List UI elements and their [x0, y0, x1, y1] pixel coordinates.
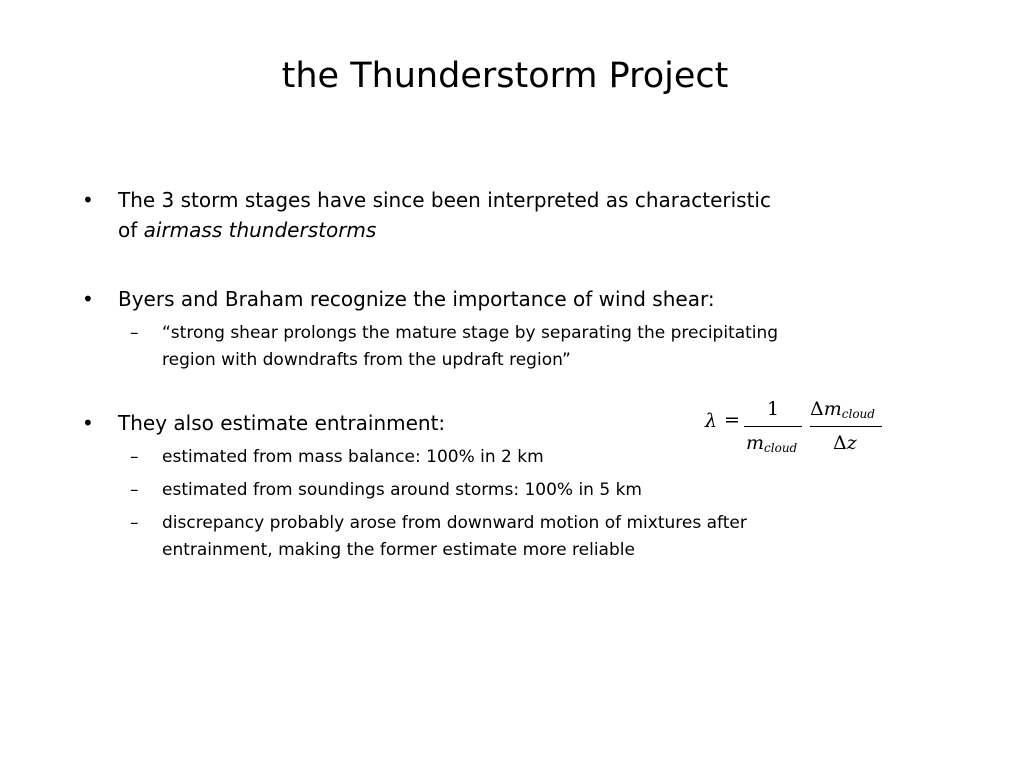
sub-marker: –: [130, 513, 139, 533]
bullet-text: [118, 185, 918, 245]
formula-var-m: m: [823, 398, 842, 420]
formula-delta: Δ: [810, 398, 824, 420]
bullet-line: The 3 storm stages have since been interpreted as characteristic: [118, 188, 771, 212]
bullet-marker: •: [82, 188, 94, 212]
sub-line: discrepancy probably arose from downward motion of mixtures after: [162, 513, 747, 533]
formula-subscript-cloud: cloud: [764, 441, 798, 455]
formula-denominator-mcloud: [746, 432, 797, 454]
bullet-line-emphasis: airmass thunderstorms: [143, 218, 377, 242]
sub-text: [162, 477, 962, 504]
bullet-line: [118, 215, 918, 245]
sub-text: [162, 320, 962, 374]
entrainment-formula: [700, 394, 900, 466]
formula-var-z: z: [846, 432, 857, 454]
sub-line: estimated from soundings around storms: 100% in 5 km: [162, 480, 642, 500]
bullet-marker: •: [82, 287, 94, 311]
slide-title: the Thunderstorm Project: [281, 56, 729, 96]
fraction-bar: [810, 426, 882, 427]
bullet-line-prefix: of: [118, 218, 144, 242]
formula-equals: =: [724, 409, 740, 431]
formula-denominator-delta-z: [833, 432, 857, 454]
formula-var-m: m: [746, 432, 765, 454]
sub-marker: –: [130, 323, 139, 343]
sub-line: “strong shear prolongs the mature stage by separating the precipitating: [162, 323, 779, 343]
sub-marker: –: [130, 447, 139, 467]
fraction-bar: [744, 426, 802, 427]
bullet-marker: •: [82, 411, 94, 435]
sub-line: region with downdrafts from the updraft region”: [162, 350, 571, 370]
formula-numerator-delta-mcloud: [810, 398, 875, 420]
sub-line: estimated from mass balance: 100% in 2 km: [162, 447, 544, 467]
bullet-line: Byers and Braham recognize the importance of wind shear:: [118, 287, 715, 311]
sub-line: entrainment, making the former estimate more reliable: [162, 540, 635, 560]
formula-subscript-cloud: cloud: [841, 407, 875, 421]
formula-lambda: λ: [705, 410, 718, 432]
formula-delta: Δ: [833, 432, 847, 454]
sub-marker: –: [130, 480, 139, 500]
sub-text: [162, 510, 962, 564]
formula-numerator-one: 1: [767, 398, 780, 420]
bullet-line: They also estimate entrainment:: [118, 411, 446, 435]
bullet-text: [118, 284, 918, 314]
